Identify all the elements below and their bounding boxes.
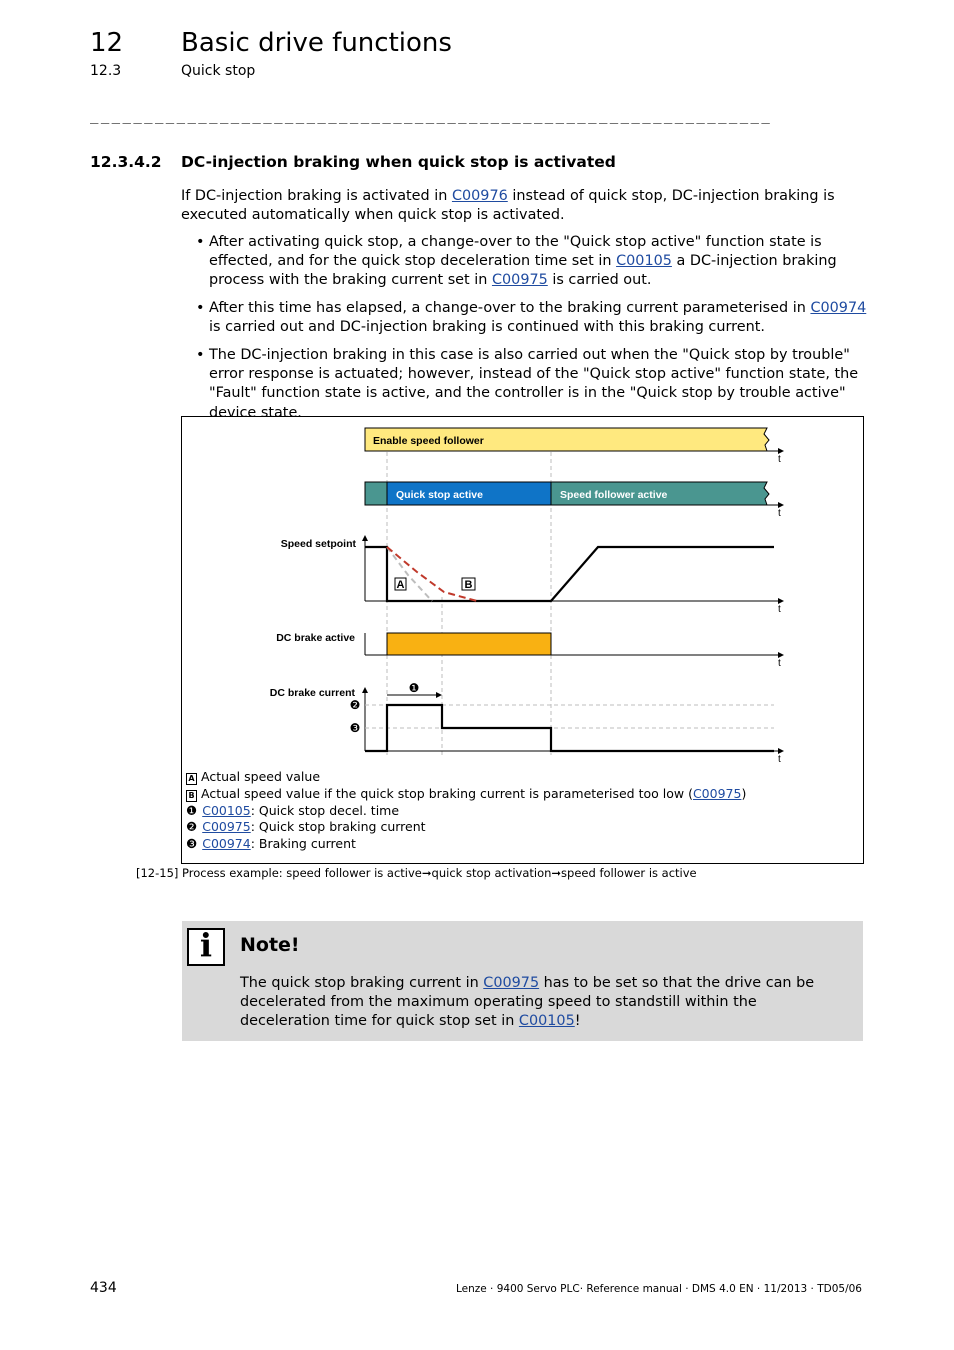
chapter-number: 12: [90, 28, 124, 58]
legend-symbol: A: [186, 773, 197, 785]
intro-paragraph: [181, 187, 871, 225]
page-number: 434: [90, 1280, 117, 1296]
note-text-part: !: [574, 1013, 581, 1030]
chapter-title: Basic drive functions: [181, 28, 452, 58]
legend-symbol: ❷: [186, 819, 198, 835]
note-link-c00975[interactable]: C00975: [483, 975, 540, 991]
link-c00974[interactable]: C00974: [810, 300, 867, 316]
note-title: Note!: [240, 934, 300, 956]
speed-setpoint-curve: [365, 547, 774, 601]
y-axis-arrow: [362, 535, 368, 541]
t-label: t: [778, 604, 781, 615]
bullet-symbol: •: [196, 234, 205, 250]
legend-text: : Quick stop decel. time: [250, 802, 400, 818]
intro-text-1: If DC-injection braking is activated in: [181, 188, 452, 204]
bullet-symbol: •: [196, 300, 205, 316]
link-c00105[interactable]: C00105: [616, 253, 672, 270]
arrow-icon: ➞: [551, 866, 562, 880]
actual-speed-curve-a: [387, 547, 432, 601]
bullet-text: is carried out and DC-injection braking is continued with this braking current.: [209, 319, 765, 336]
note-link-c00105[interactable]: C00105: [518, 1013, 575, 1030]
legend-symbol: B: [186, 790, 197, 802]
legend-link-c00105[interactable]: C00105: [202, 802, 251, 818]
subsection-title: DC-injection braking when quick stop is activated: [181, 153, 616, 171]
legend-symbol: ❸: [186, 836, 198, 852]
legend-link-c00975[interactable]: C00975: [692, 785, 742, 801]
state-bar-follower-before: [365, 482, 387, 505]
link-c00975[interactable]: C00975: [491, 272, 548, 289]
caption-part: quick stop activation: [431, 866, 552, 880]
bullet-text: a DC-injection braking process with the braking current set in: [209, 253, 837, 289]
dc-brake-current-label: DC brake current: [269, 687, 355, 699]
bullet-text: The DC-injection braking in this case is also carried out when the "Quick stop by trouble" error response is actuated; however, instead of the "Quick stop active" function state, the "Fault" function state is active, and the controller is in the "Quick stop by trouble active" device state.: [209, 347, 859, 421]
legend-text: Actual speed value if the quick stop braking current is parameterised too low (: [201, 785, 693, 801]
header-separator: _______________________________________________________________: [90, 108, 773, 124]
t-label: t: [778, 508, 781, 519]
legend-text: ): [741, 785, 747, 801]
note-text-part: The quick stop braking current in: [240, 975, 484, 991]
legend-item-a: [186, 769, 856, 786]
arrow-icon: ➞: [421, 866, 432, 880]
enable-label: Enable speed follower: [373, 435, 484, 447]
marker-b: B: [464, 579, 473, 591]
y-axis-arrow: [362, 687, 368, 693]
legend-link-c00975[interactable]: C00975: [202, 819, 251, 835]
dc-brake-active-bar: [387, 633, 551, 655]
diagram-legend: [186, 769, 856, 853]
state1-label: Quick stop active: [396, 489, 483, 501]
t-label: t: [778, 658, 781, 669]
legend-text: Actual speed value: [201, 769, 321, 784]
legend-text: : Braking current: [250, 836, 356, 852]
dc-brake-active-label: DC brake active: [276, 632, 355, 644]
t-label: t: [778, 754, 781, 765]
bullet-symbol: •: [196, 347, 205, 363]
t-label: t: [778, 454, 781, 465]
caption-number: [12-15]: [136, 866, 179, 880]
bullet-text: After this time has elapsed, a change-over to the braking current parameterised in: [209, 300, 811, 316]
legend-link-c00974[interactable]: C00974: [202, 836, 251, 852]
legend-item-1: [186, 803, 856, 820]
marker-3: ❸: [349, 721, 361, 735]
legend-item-2: [186, 819, 856, 836]
info-icon-glyph: i: [199, 926, 213, 964]
info-icon: [187, 928, 225, 966]
speed-setpoint-label: Speed setpoint: [280, 538, 356, 550]
marker-2: ❷: [349, 698, 361, 712]
section-number: 12.3: [90, 63, 122, 79]
subsection-number: 12.3.4.2: [90, 153, 162, 171]
caption-text: [182, 866, 697, 880]
caption-part: speed follower is active: [561, 866, 697, 880]
legend-text: : Quick stop braking current: [250, 819, 426, 835]
actual-speed-curve-b: [387, 547, 477, 601]
document-info: Lenze · 9400 Servo PLC· Reference manual · DMS 4.0 EN · 11/2013 · TD05/06: [455, 1283, 862, 1295]
time-span-arrowhead: [436, 692, 442, 698]
note-box: [182, 921, 863, 1041]
note-text: [240, 974, 850, 1032]
link-c00976[interactable]: C00976: [451, 188, 508, 204]
bullet-text: is carried out.: [547, 272, 652, 289]
marker-a: A: [396, 579, 405, 591]
note-text-part: has to be set so that the drive can be decelerated from the maximum operating speed to standstill within the deceleration time for quick stop set in: [240, 975, 815, 1030]
state2-label: Speed follower active: [560, 489, 668, 501]
bullet-text: After activating quick stop, a change-over to the "Quick stop active" function state is effected, and for the quick stop deceleration time set in: [209, 234, 822, 270]
figure-caption: [136, 866, 697, 880]
legend-item-b: [186, 786, 856, 803]
legend-symbol: ❶: [186, 802, 198, 818]
section-title: Quick stop: [181, 63, 256, 79]
legend-item-3: [186, 836, 856, 853]
marker-1: ❶: [408, 681, 420, 695]
process-diagram-figure: [181, 416, 864, 864]
intro-text-2: instead of quick stop, DC-injection braking is executed automatically when quick stop is activated.: [181, 188, 835, 224]
caption-part: Process example: speed follower is active: [182, 866, 422, 880]
